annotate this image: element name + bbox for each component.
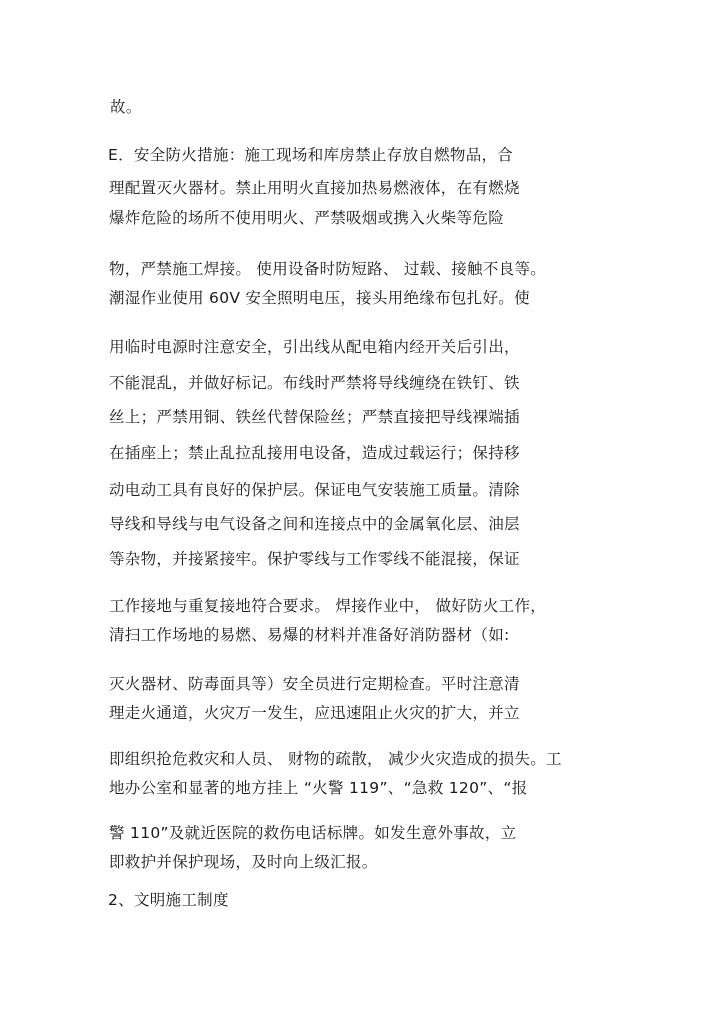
text-line: 导线和导线与电气设备之间和连接点中的金属氧化层、油层: [109, 515, 520, 533]
text-line: 在插座上；禁止乱拉乱接用电设备，造成过载运行；保持移: [109, 444, 520, 462]
text-line: 物，严禁施工焊接。 使用设备时防短路、 过载、接触不良等。: [109, 260, 547, 278]
text-line: 清扫工作场地的易燃、易爆的材料并准备好消防器材（如:: [109, 626, 510, 644]
text-line: 工作接地与重复接地符合要求。 焊接作业中， 做好防火工作，: [109, 597, 547, 615]
text-line: 潮湿作业使用 60V 安全照明电压，接头用绝缘布包扎好。使: [109, 289, 530, 307]
text-line: 警 110”及就近医院的救伤电话标牌。如发生意外事故，立: [109, 824, 517, 842]
text-line: 等杂物，并接紧接牢。保护零线与工作零线不能混接，保证: [109, 550, 520, 568]
text-line: 理配置灭火器材。禁止用明火直接加热易燃液体，在有燃烧: [109, 179, 520, 197]
section-heading: 2、文明施工制度: [108, 891, 229, 909]
text-line: 即救护并保护现场，及时向上级汇报。: [109, 853, 378, 871]
text-line: E．安全防火措施：施工现场和库房禁止存放自燃物品，合: [108, 146, 514, 164]
text-line: 理走火通道，火灾万一发生，应迅速阻止火灾的扩大，并立: [109, 704, 520, 722]
text-line: 动电动工具有良好的保护层。保证电气安装施工质量。清除: [109, 481, 520, 499]
text-line: 即组织抢危救灾和人员、 财物的疏散， 减少火灾造成的损失。工: [109, 750, 562, 768]
text-line: 用临时电源时注意安全，引出线从配电箱内经开关后引出，: [109, 338, 520, 356]
text-line: 故。: [110, 98, 142, 116]
text-line: 丝上；严禁用铜、铁丝代替保险丝；严禁直接把导线裸端插: [109, 408, 520, 426]
text-line: 地办公室和显著的地方挂上 “火警 119”、“急救 120”、“报: [109, 779, 528, 797]
text-line: 不能混乱，并做好标记。布线时严禁将导线缠绕在铁钉、铁: [109, 374, 520, 392]
text-line: 灭火器材、防毒面具等）安全员进行定期检查。平时注意清: [109, 675, 520, 693]
text-line: 爆炸危险的场所不使用明火、严禁吸烟或携入火柴等危险: [109, 209, 505, 227]
